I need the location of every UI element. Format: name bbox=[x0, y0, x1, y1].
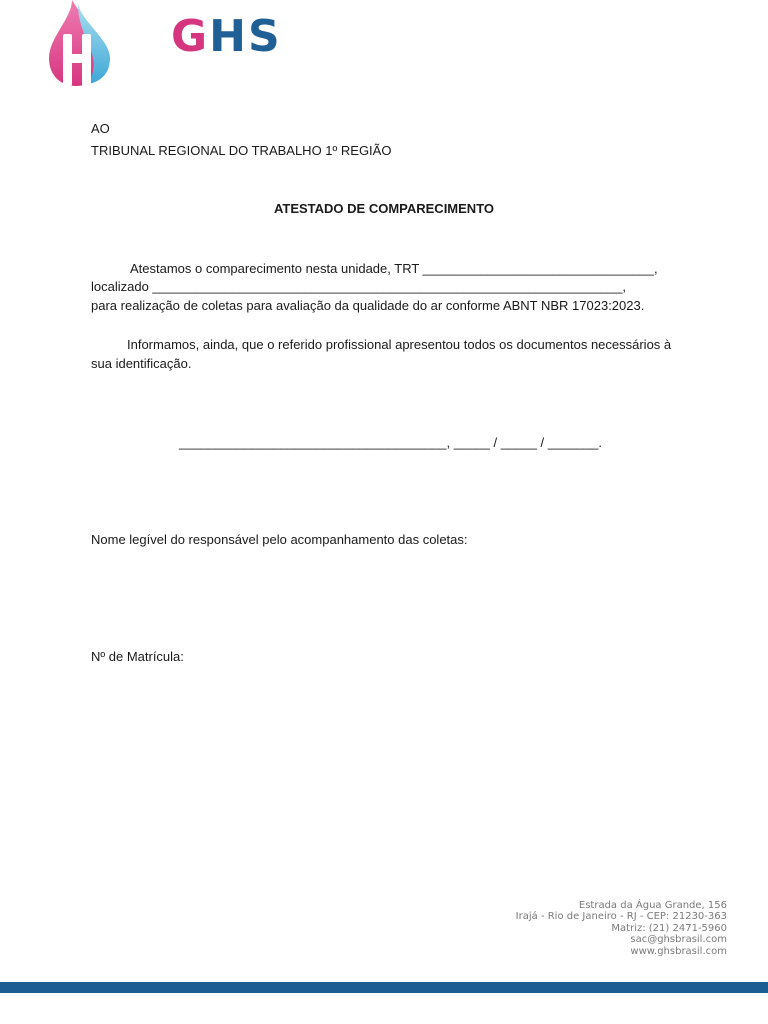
paragraph-2-line-1: Informamos, ainda, que o referido profissional apresentou todos os documentos necessários à bbox=[127, 337, 672, 352]
paragraph-1-line-2: localizado _________________________________________________________________, bbox=[91, 279, 626, 294]
document-title: ATESTADO DE COMPARECIMENTO bbox=[273, 201, 495, 216]
footer-bar bbox=[0, 982, 768, 993]
address-phone: Matriz: (21) 2471-5960 bbox=[611, 922, 727, 934]
ghs-logo bbox=[44, 0, 294, 90]
recipient-line-1: AO bbox=[91, 121, 110, 136]
logo-letters-pink: G bbox=[171, 11, 210, 62]
address-website: www.ghsbrasil.com bbox=[630, 945, 727, 957]
address-street: Estrada da Água Grande, 156 bbox=[578, 900, 727, 911]
paragraph-1-line-1: Atestamos o comparecimento nesta unidade, TRT ________________________________, bbox=[130, 261, 658, 276]
date-place-line: _____________________________________, _____ / _____ / _______. bbox=[179, 435, 602, 450]
paragraph-2-line-2: sua identificação. bbox=[91, 356, 192, 371]
recipient-line-2: TRIBUNAL REGIONAL DO TRABALHO 1º REGIÃO bbox=[91, 143, 392, 158]
water-drop-icon bbox=[44, 0, 116, 90]
logo-wordmark bbox=[171, 11, 282, 62]
address-city: Irajá - Rio de Janeiro - RJ - CEP: 21230-363 bbox=[515, 911, 727, 923]
paragraph-1-line-3: para realização de coletas para avaliação da qualidade do ar conforme ABNT NBR 17023:2023. bbox=[91, 298, 645, 313]
responsible-name-label: Nome legível do responsável pelo acompanhamento das coletas: bbox=[91, 532, 468, 547]
logo-letters-blue: HS bbox=[209, 11, 282, 62]
registration-number-label: Nº de Matrícula: bbox=[91, 649, 184, 664]
company-address bbox=[516, 900, 727, 957]
address-email: sac@ghsbrasil.com bbox=[630, 934, 727, 946]
